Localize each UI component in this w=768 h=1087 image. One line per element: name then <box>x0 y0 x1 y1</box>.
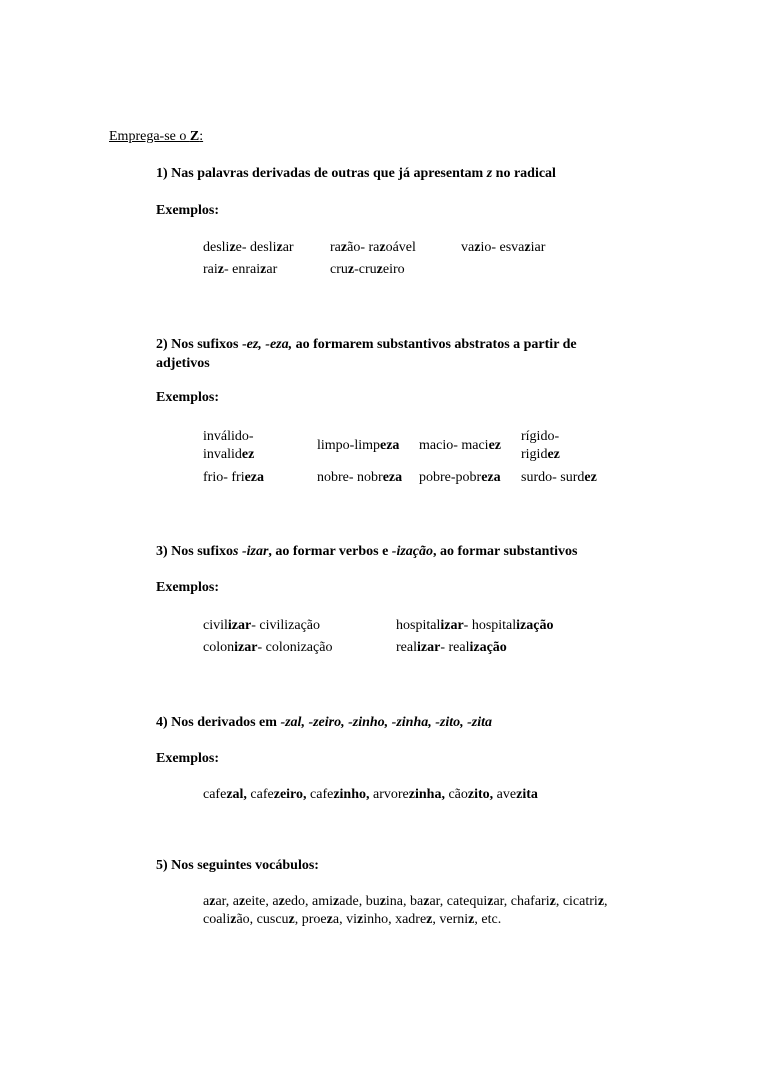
example-line: coalizão, cuscuz, proeza, vizinho, xadrez, verniz, etc. <box>203 912 502 927</box>
example-word: realizar- realização <box>396 640 507 655</box>
example-word: limpo-limpeza <box>317 438 400 453</box>
example-word: inválido- <box>203 429 254 444</box>
section-5-title: 5) Nos seguintes vocábulos: <box>156 858 319 873</box>
example-word: razão- razoável <box>330 240 416 255</box>
example-word: cruz-cruzeiro <box>330 262 405 277</box>
example-word: deslize- deslizar <box>203 240 294 255</box>
section-2-examples-label: Exemplos: <box>156 390 219 405</box>
example-line: cafezal, cafezeiro, cafezinho, arvorezinha, cãozito, avezita <box>203 787 538 802</box>
section-3-examples-label: Exemplos: <box>156 580 219 595</box>
section-4-examples-label: Exemplos: <box>156 751 219 766</box>
example-word: pobre-pobreza <box>419 470 501 485</box>
example-word: nobre- nobreza <box>317 470 403 485</box>
page-heading: Emprega-se o Z: <box>109 129 204 144</box>
example-word: hospitalizar- hospitalização <box>396 618 554 633</box>
section-3-title: 3) Nos sufixos -izar, ao formar verbos e -ização, ao formar substantivos <box>156 544 578 559</box>
section-4-title: 4) Nos derivados em -zal, -zeiro, -zinho, -zinha, -zito, -zita <box>156 715 493 730</box>
example-word: civilizar- civilização <box>203 618 321 633</box>
section-2-title: 2) Nos sufixos -ez, -eza, ao formarem substantivos abstratos a partir de <box>156 337 577 352</box>
example-word: raiz- enraizar <box>203 262 278 277</box>
section-2-title-cont: adjetivos <box>156 356 210 371</box>
example-line: azar, azeite, azedo, amizade, buzina, bazar, catequizar, chafariz, cicatriz, <box>203 894 608 909</box>
section-1-examples-label: Exemplos: <box>156 203 219 218</box>
example-word: rígido- <box>521 429 560 444</box>
example-word: frio- frieza <box>203 470 265 485</box>
example-word: surdo- surdez <box>521 470 597 485</box>
example-word: macio- maciez <box>419 438 502 453</box>
example-word: vazio- esvaziar <box>461 240 546 255</box>
example-word: invalidez <box>203 447 255 462</box>
example-word: rigidez <box>521 447 560 462</box>
example-word: colonizar- colonização <box>203 640 333 655</box>
section-1-title: 1) Nas palavras derivadas de outras que já apresentam z no radical <box>156 166 556 181</box>
